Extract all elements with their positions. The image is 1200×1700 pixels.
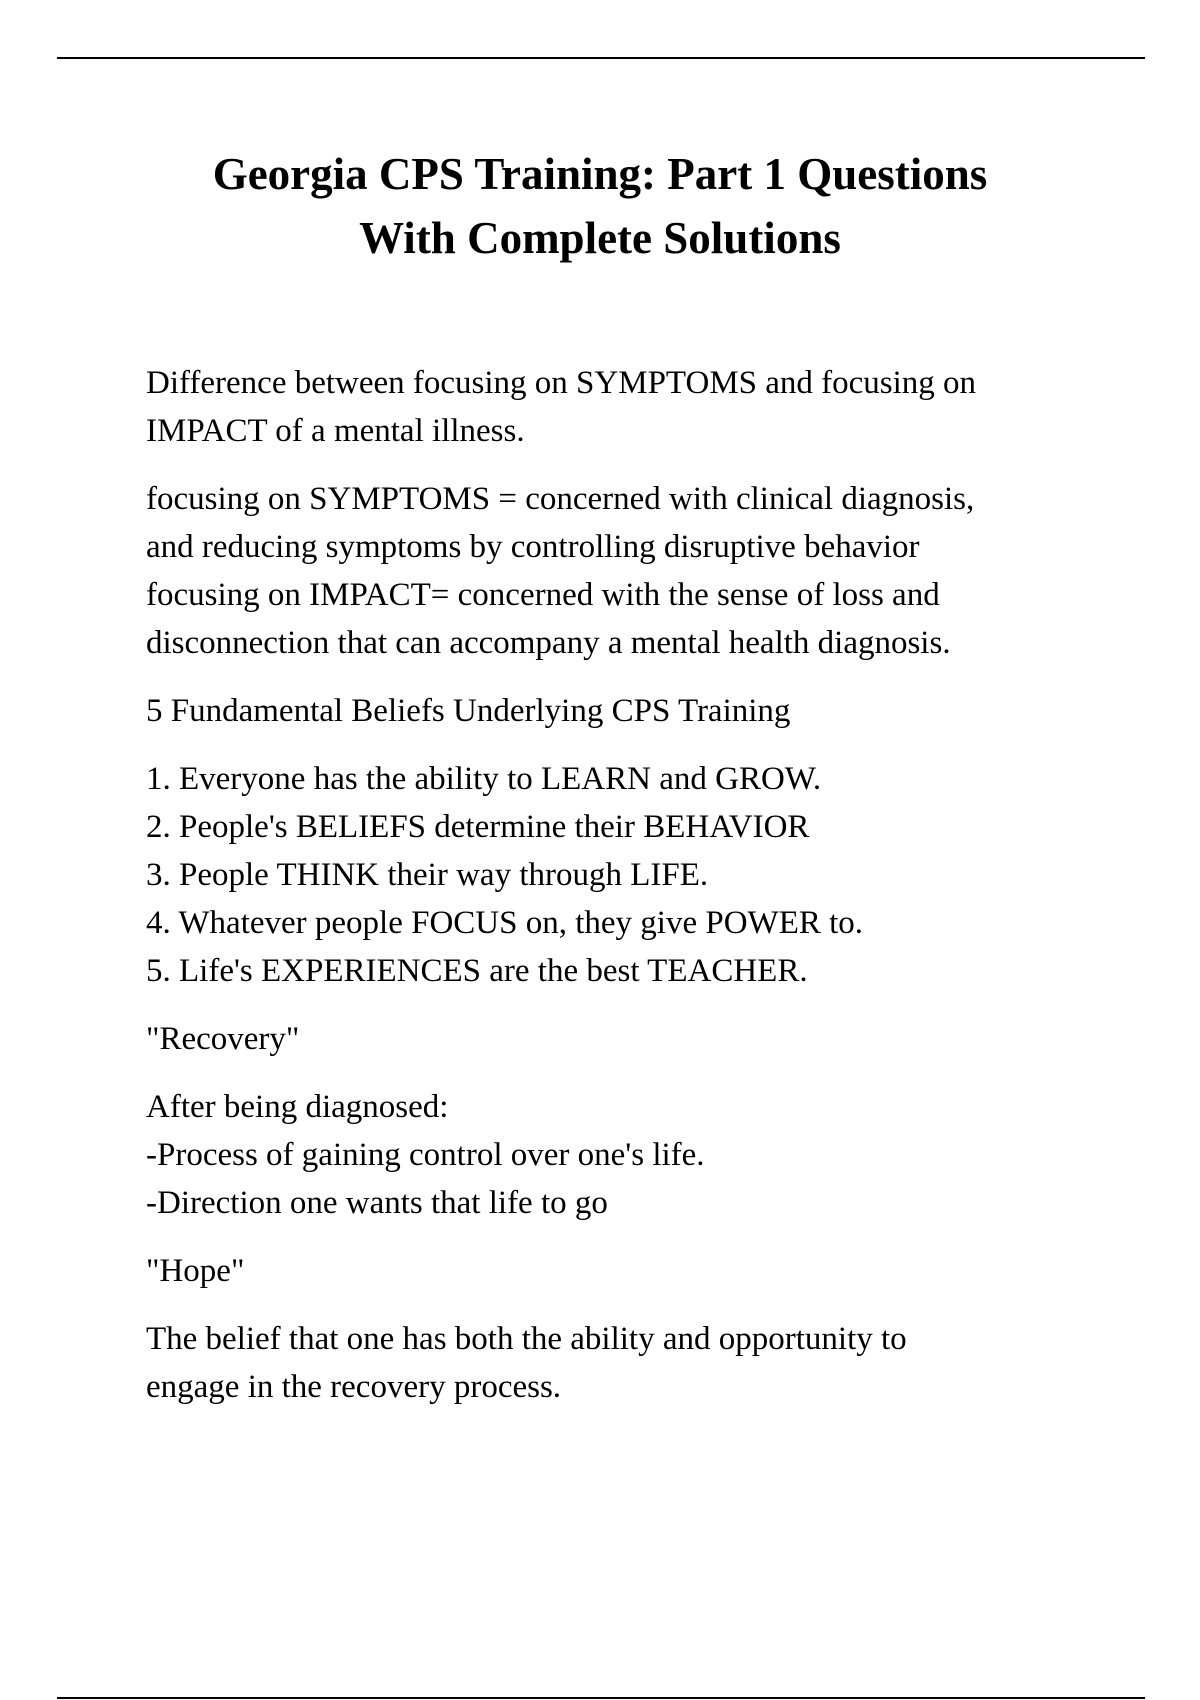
qa-entry bbox=[146, 687, 1086, 995]
question bbox=[146, 687, 1086, 735]
qa-entry bbox=[146, 359, 1086, 667]
qa-entry bbox=[146, 1015, 1086, 1227]
qa-entry bbox=[146, 1247, 1086, 1411]
document-title bbox=[100, 142, 1100, 270]
text-line: The belief that one has both the ability and opportunity to bbox=[146, 1321, 907, 1357]
text-line: 4. Whatever people FOCUS on, they give POWER to. bbox=[146, 905, 864, 941]
bottom-divider bbox=[57, 1697, 1145, 1699]
text-line: After being diagnosed: bbox=[146, 1089, 449, 1125]
document-body bbox=[146, 359, 1086, 1431]
text-line: disconnection that can accompany a mental health diagnosis. bbox=[146, 625, 951, 661]
text-line: 1. Everyone has the ability to LEARN and GROW. bbox=[146, 761, 822, 797]
answer bbox=[146, 1315, 1086, 1411]
text-line: 5. Life's EXPERIENCES are the best TEACHER. bbox=[146, 953, 808, 989]
text-line: focusing on SYMPTOMS = concerned with clinical diagnosis, bbox=[146, 481, 975, 517]
answer bbox=[146, 1083, 1086, 1227]
answer bbox=[146, 475, 1086, 667]
question bbox=[146, 1247, 1086, 1295]
top-divider bbox=[57, 57, 1145, 59]
text-line: "Hope" bbox=[146, 1253, 245, 1289]
text-line: 5 Fundamental Beliefs Underlying CPS Training bbox=[146, 693, 791, 729]
text-line: 2. People's BELIEFS determine their BEHAVIOR bbox=[146, 809, 810, 845]
text-line: and reducing symptoms by controlling disruptive behavior bbox=[146, 529, 920, 565]
title-line: Georgia CPS Training: Part 1 Questions bbox=[212, 149, 988, 199]
text-line: engage in the recovery process. bbox=[146, 1369, 562, 1405]
text-line: Difference between focusing on SYMPTOMS and focusing on bbox=[146, 365, 977, 401]
text-line: focusing on IMPACT= concerned with the sense of loss and bbox=[146, 577, 940, 613]
text-line: 3. People THINK their way through LIFE. bbox=[146, 857, 709, 893]
question bbox=[146, 359, 1086, 455]
answer bbox=[146, 755, 1086, 995]
title-line: With Complete Solutions bbox=[359, 213, 841, 263]
text-line: "Recovery" bbox=[146, 1021, 300, 1057]
text-line: -Process of gaining control over one's life. bbox=[146, 1137, 705, 1173]
text-line: IMPACT of a mental illness. bbox=[146, 413, 525, 449]
question bbox=[146, 1015, 1086, 1063]
text-line: -Direction one wants that life to go bbox=[146, 1185, 608, 1221]
